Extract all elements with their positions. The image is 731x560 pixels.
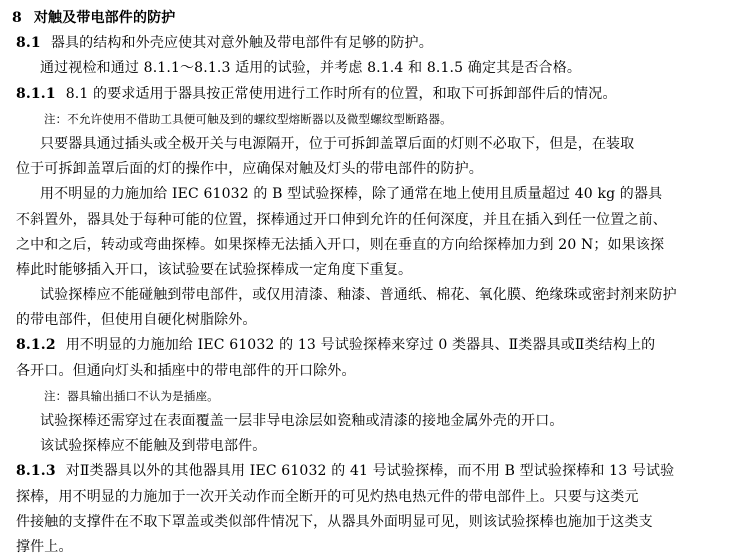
paragraph-line: 该试验探棒应不能触及到带电部件。 bbox=[40, 438, 267, 455]
clause-8-1-2 bbox=[12, 333, 721, 358]
paragraph-line: 位于可拆卸盖罩后面的灯的操作中，应确保对触及灯头的带电部件的防护。 bbox=[16, 161, 483, 178]
clause-8-1-paragraph: 通过视检和通过 8.1.1～8.1.3 适用的试验，并考虑 8.1.4 和 8.1.5 确定其是否合格。 bbox=[40, 60, 581, 77]
paragraph-line: 棒此时能够插入开口，该试验要在试验探棒成一定角度下重复。 bbox=[16, 261, 413, 278]
clause-8-1-1 bbox=[12, 82, 721, 107]
paragraph-line: 不斜置外，器具处于每种可能的位置，探棒通过开口伸到允许的任何深度，并且在插入到任一位置之前、 bbox=[16, 211, 667, 228]
clause-text: 用不明显的力施加给 IEC 61032 的 13 号试验探棒来穿过 0 类器具、Ⅱ类器具或Ⅱ类结构上的 bbox=[65, 337, 656, 354]
clause-number: 8.1.1 bbox=[16, 85, 56, 102]
clause-text: 8.1 的要求适用于器具按正常使用进行工作时所有的位置，和取下可拆卸部件后的情况。 bbox=[65, 85, 617, 102]
paragraph-line: 件接触的支撑件在不取下罩盖或类似部件情况下，从器具外面明显可见，则该试验探棒也施加于这类支 bbox=[16, 513, 653, 530]
section-heading bbox=[12, 6, 721, 31]
clause-8-1-2-note: 注：器具输出插口不认为是插座。 bbox=[44, 388, 219, 403]
clause-number: 8.1.2 bbox=[16, 337, 56, 354]
clause-8-1 bbox=[12, 31, 721, 56]
paragraph-line: 只要器具通过插头或全极开关与电源隔开，位于可拆卸盖罩后面的灯则不必取下，但是，在装取 bbox=[40, 135, 635, 152]
paragraph-line: 试验探棒还需穿过在表面覆盖一层非导电涂层如瓷釉或清漆的接地金属外壳的开口。 bbox=[40, 413, 564, 429]
paragraph-line: 各开口。但通向灯头和插座中的带电部件的开口除外。 bbox=[16, 362, 356, 379]
clause-text: 对Ⅱ类器具以外的其他器具用 IEC 61032 的 41 号试验探棒，而不用 B 型试验探棒和 13 号试验 bbox=[65, 463, 675, 480]
section-number: 8 bbox=[12, 10, 22, 26]
clause-number: 8.1 bbox=[16, 35, 41, 52]
clause-text: 器具的结构和外壳应使其对意外触及带电部件有足够的防护。 bbox=[50, 35, 433, 52]
section-title: 对触及带电部件的防护 bbox=[33, 10, 176, 26]
clause-number: 8.1.3 bbox=[16, 463, 56, 480]
paragraph-line: 撑件上。 bbox=[16, 538, 73, 555]
paragraph-line: 的带电部件，但使用自硬化树脂除外。 bbox=[16, 312, 257, 329]
paragraph-line: 试验探棒应不能碰触到带电部件，或仅用清漆、釉漆、普通纸、棉花、氧化膜、绝缘珠或密封剂来防护 bbox=[40, 287, 677, 304]
paragraph-line: 用不明显的力施加给 IEC 61032 的 B 型试验探棒，除了通常在地上使用且质量超过 40 kg 的器具 bbox=[40, 186, 663, 203]
paragraph-line: 探棒，用不明显的力施加于一次开关动作而全断开的可见灼热电热元件的带电部件上。只要与这类元 bbox=[16, 488, 639, 505]
clause-8-1-1-note: 注：不允许使用不借助工具便可触及到的螺纹型熔断器以及微型螺纹型断路器。 bbox=[44, 111, 452, 126]
clause-8-1-3 bbox=[12, 459, 721, 484]
paragraph-line: 之中和之后，转动或弯曲探棒。如果探棒无法插入开口，则在垂直的方向给探棒加力到 20 N；如果该探 bbox=[16, 236, 665, 253]
